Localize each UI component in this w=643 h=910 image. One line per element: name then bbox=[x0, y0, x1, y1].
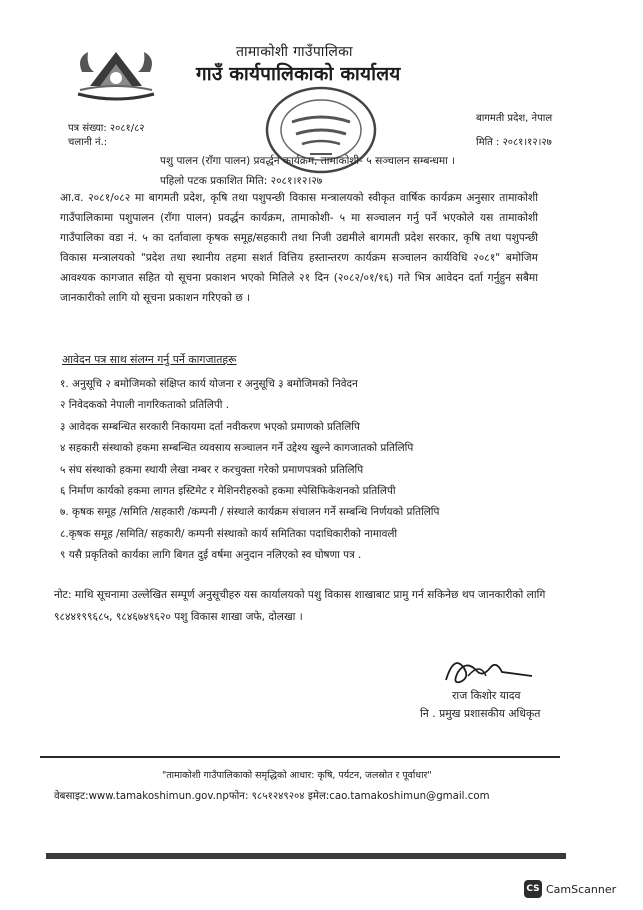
document-item: ५ संघ संस्थाको हकमा स्थायी लेखा नम्बर र करचुक्ता गरेको प्रमाणपत्रको प्रतिलिपि bbox=[60, 463, 364, 476]
footer-contact: वेबसाइट:www.tamakoshimun.gov.npफोन: ९८५१२४९२०४ इमेल:cao.tamakoshimun@gmail.com bbox=[54, 791, 490, 802]
office-name: गाउँ कार्यपालिकाको कार्यालय bbox=[196, 63, 401, 85]
dispatch-number: चलानी नं.: bbox=[68, 137, 108, 148]
camscanner-logo-icon: CS bbox=[524, 880, 542, 898]
footer-motto: "तामाकोशी गाउँपालिकाको समृद्धिको आधार: कृषि, पर्यटन, जलस्रोत र पूर्वाधार" bbox=[162, 770, 432, 781]
required-documents-list bbox=[60, 374, 580, 567]
municipality-name: तामाकोशी गाउँपालिका bbox=[236, 44, 353, 60]
document-item: ८.कृषक समूह /समिति/ सहकारी/ कम्पनी संस्थाको कार्य समितिका पदाधिकारीको नामावली bbox=[60, 527, 398, 540]
letter-date: मिति : २०८१।१२।२७ bbox=[476, 137, 552, 148]
contact-note: नोट: माथि सूचनामा उल्लेखित सम्पूर्ण अनुसूचीहरु यस कार्यालयको पशु विकास शाखाबाट प्रामु गर्न सकिनेछ थप जानकारीको लागि ९८४४१९९६८५, ९८४६७४९६२० पशु विकास शाखा जफे, दोलखा । bbox=[54, 589, 546, 623]
footer-divider bbox=[40, 756, 560, 758]
signature-icon bbox=[440, 646, 536, 692]
document-item: ६ निर्माण कार्यको हकमा लागत इस्टिमेट र मेशिनरीहरुको हकमा स्पेसिफिकेशनको प्रतिलिपी bbox=[60, 484, 396, 497]
signatory-title: नि . प्रमुख प्रशासकीय अधिकृत bbox=[420, 707, 541, 720]
notice-body: आ.व. २०८१/०८२ मा बागमती प्रदेश, कृषि तथा पशुपन्छी विकास मन्त्रालयको स्वीकृत वार्षिक कार्यक्रम अनुसार तामाकोशी गाउँपालिकामा पशुपालन (राँगा पालन) प्रवर्द्धन कार्यक्रम, तामाकोशी- ५ मा सञ्चालन गर्नु पर्ने भएकोले यस तामाकोशी गाउँपालिका वडा नं. ५ का दर्तावाला कृषक समूह/सहकारी तथा निजी उद्यमीले बागमती प्रदेश सरकार, कृषि तथा पशुपन्छी विकास मन्त्रालयको "प्रदेश तथा स्थानीय तहमा सशर्त वित्तिय हस्तान्तरण कार्यक्रम सञ्चालन कार्यविधि २०८१" बमोजिम आवश्यक कागजात सहित यो सूचना प्रकाशन भएको मितिले २१ दिन (२०८२/०१/१६) गते भित्र आवेदन दर्ता गर्नुहुन सबैमा जानकारीको लागि यो सूचना प्रकाशन गरिएको छ । bbox=[60, 192, 538, 304]
document-item: ७. कृषक समूह /समिति /सहकारी /कम्पनी / संस्थाले कार्यक्रम संचालन गर्ने सम्बन्धि निर्णयको प्रतिलिपि bbox=[60, 506, 440, 519]
document-item: ३ आवेदक सम्बन्धित सरकारी निकायमा दर्ता नवीकरण भएको प्रमाणको प्रतिलिपि bbox=[60, 420, 360, 433]
document-item: ४ सहकारी संस्थाको हकमा सम्बन्धित व्यवसाय सञ्चालन गर्ने उद्देश्य खुल्ने कागजातको प्रतिलिपि bbox=[60, 442, 414, 455]
first-published-date: पहिलो पटक प्रकाशित मिति: २०८१।१२।२७ bbox=[160, 175, 323, 187]
province-address: बागमती प्रदेश, नेपाल bbox=[476, 113, 553, 124]
camscanner-name: CamScanner bbox=[546, 882, 617, 896]
required-documents-heading: आवेदन पत्र साथ संलग्न गर्नु पर्ने कागजातहरू bbox=[62, 353, 237, 366]
reference-number: पत्र संख्या: २०८१/८२ bbox=[68, 123, 145, 134]
document-item: १. अनुसूचि २ बमोजिमको संक्षिप्त कार्य योजना र अनुसूचि ३ बमोजिमको निवेदन bbox=[60, 378, 358, 390]
scan-edge-shadow bbox=[46, 853, 566, 859]
government-emblem-icon bbox=[70, 42, 162, 104]
document-item: ९ यसै प्रकृतिको कार्यका लागि बिगत दुई वर्षमा अनुदान नलिएको स्व घोषणा पत्र . bbox=[60, 549, 362, 562]
document-item: २ निवेदकको नेपाली नागरिकताको प्रतिलिपी . bbox=[60, 399, 230, 412]
camscanner-watermark bbox=[524, 880, 616, 898]
signatory-name: राज किशोर यादव bbox=[452, 689, 521, 702]
notice-subject: पशु पालन (राँगा पालन) प्रवर्द्धन कार्यक्रम, तामाकोशी- ५ सञ्चालन सम्बन्धमा । bbox=[160, 155, 456, 167]
